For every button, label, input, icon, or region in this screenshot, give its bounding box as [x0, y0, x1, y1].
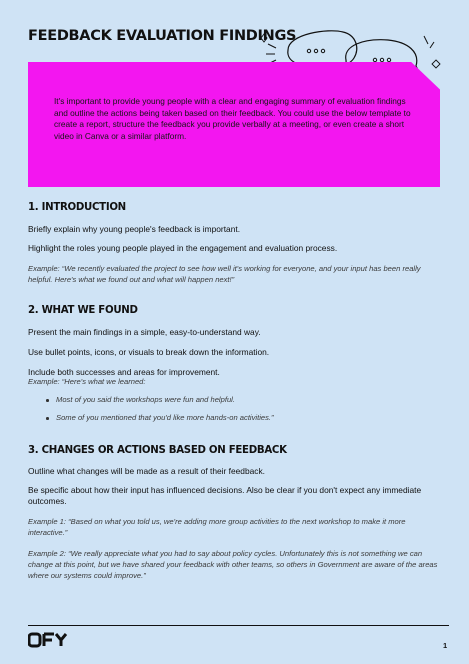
section-paragraph: Highlight the roles young people played in the engagement and evaluation process.: [28, 243, 338, 253]
ofy-logo: [28, 632, 68, 648]
section-heading-introduction: 1. INTRODUCTION: [28, 202, 126, 213]
list-item: Some of you mentioned that you'd like more hands-on activities.”: [46, 413, 426, 423]
section-paragraph: Include both successes and areas for improvement.: [28, 367, 220, 377]
section-heading-changes: 3. CHANGES OR ACTIONS BASED ON FEEDBACK: [28, 445, 287, 456]
section-paragraph: Briefly explain why young people's feedback is important.: [28, 224, 241, 234]
page-title: FEEDBACK EVALUATION FINDINGS: [28, 28, 297, 44]
section-paragraph: Outline what changes will be made as a result of their feedback.: [28, 466, 265, 476]
section-paragraph: Present the main findings in a simple, easy-to-understand way.: [28, 327, 261, 337]
section-paragraph: Be specific about how their input has influenced decisions. Also be clear if you don't expect any immediate outcomes.: [28, 485, 422, 506]
footer-divider: [28, 625, 449, 626]
section-heading-what-we-found: 2. WHAT WE FOUND: [28, 305, 138, 316]
section-example: Example 2: “We really appreciate what you had to say about policy cycles. Unfortunately this is not something we can change at this point, but we have shared your feedback with other teams, so others in Government are aware of the areas where our systems could improve.”: [28, 549, 438, 580]
section-example: Example 1: “Based on what you told us, we're adding more group activities to the next workshop to make it more interactive.”: [28, 517, 406, 537]
findings-bullet-list: [46, 395, 426, 431]
section-paragraph: Use bullet points, icons, or visuals to break down the information.: [28, 347, 270, 357]
section-example: Example: “We recently evaluated the project to see how well it's working for everyone, and your input has been really helpful. Here's what we found out and what will happen next!”: [28, 264, 421, 284]
page-number: 1: [443, 641, 448, 650]
list-item: Most of you said the workshops were fun and helpful.: [46, 395, 426, 405]
section-example: Example: “Here's what we learned:: [28, 377, 146, 386]
intro-text: It's important to provide young people with a clear and engaging summary of evaluation findings and outline the actions being taken based on their feedback. You could use the below template to create a report, structure the feedback you provide verbally at a meeting, or even create a short video in Canva or a similar platform.: [54, 96, 411, 141]
